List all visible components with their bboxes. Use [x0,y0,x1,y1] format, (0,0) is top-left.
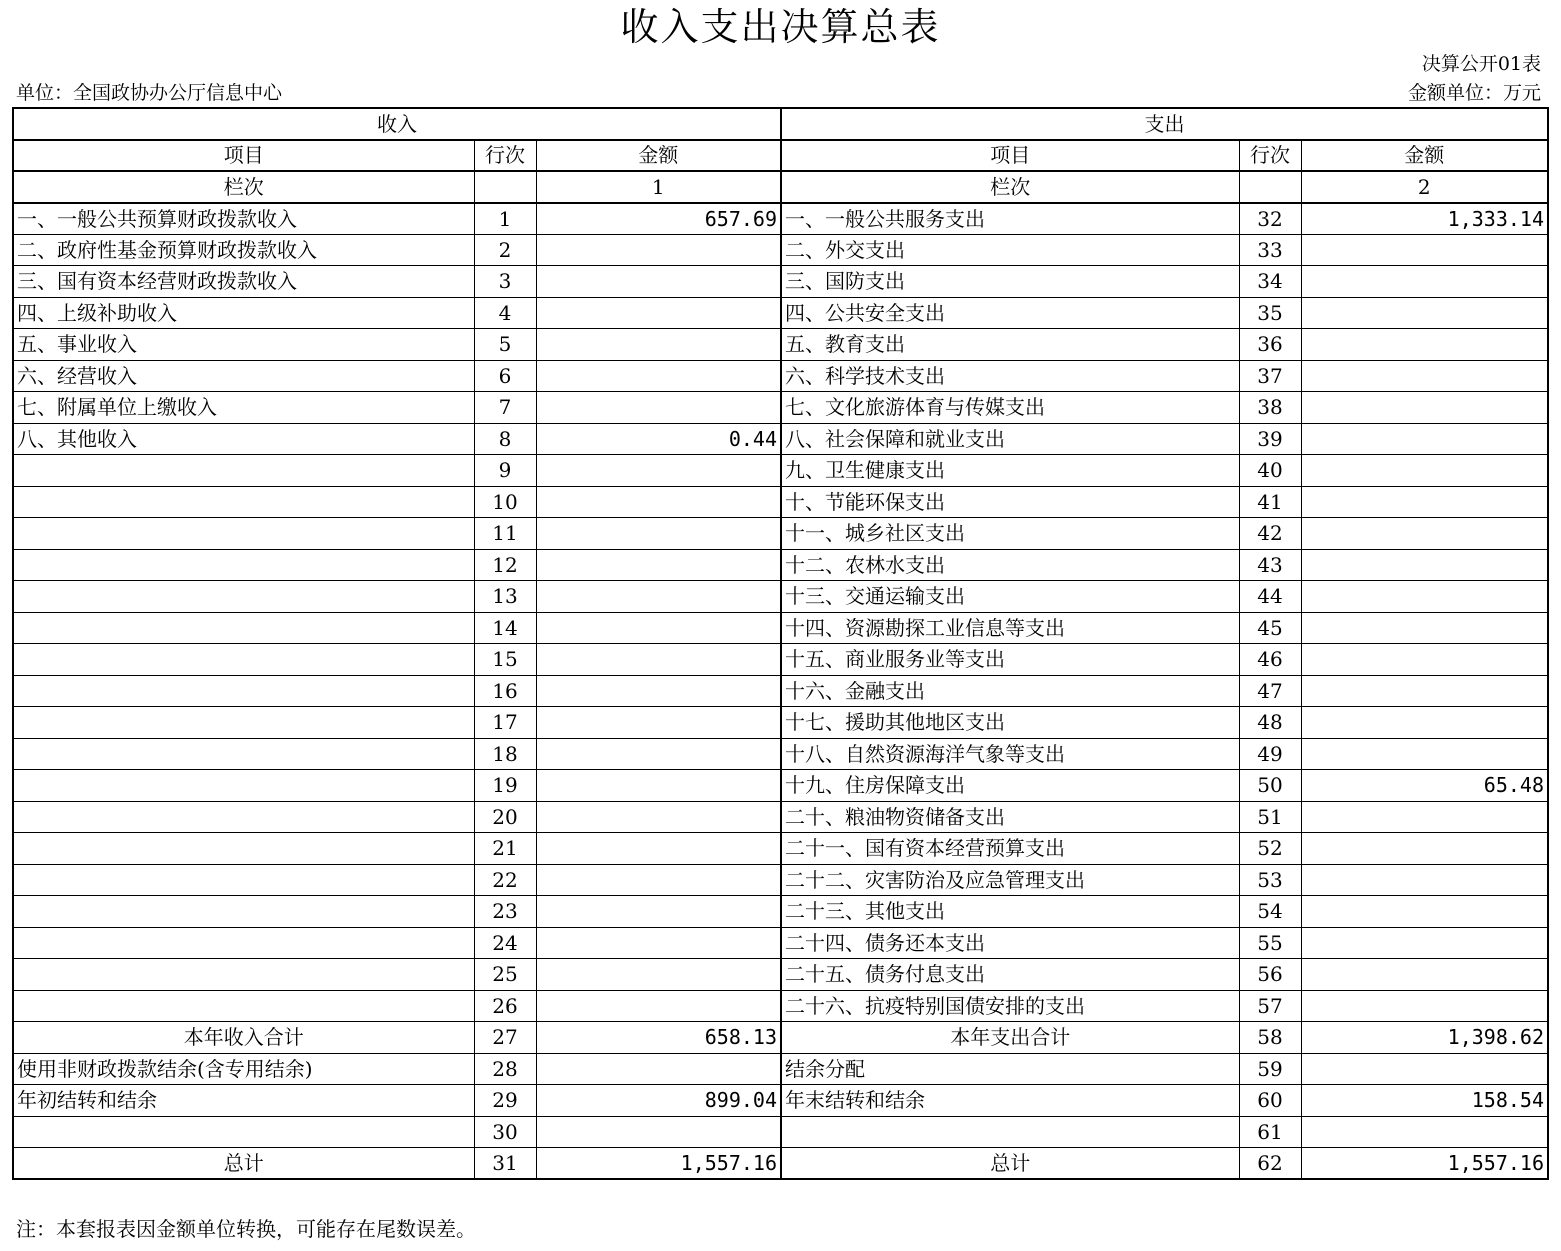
income-amount-cell [536,297,781,329]
income-row-no-cell: 24 [474,927,536,959]
income-amount-cell [536,266,781,298]
total-row [13,1022,1548,1054]
table-row [13,990,1548,1022]
income-item-cell [13,455,474,487]
income-row-no-header: 行次 [474,140,536,172]
income-row-no-cell: 21 [474,833,536,865]
table-row [13,644,1548,676]
footnote: 注：本套报表因金额单位转换，可能存在尾数误差。 [16,1217,476,1241]
total-row [13,1116,1548,1148]
income-item-cell: 六、经营收入 [13,360,474,392]
expense-amount-cell [1301,581,1548,613]
expense-amount-cell: 65.48 [1301,770,1548,802]
expense-amount-cell [1301,675,1548,707]
income-row-no-cell: 15 [474,644,536,676]
expense-item-cell: 十一、城乡社区支出 [781,518,1239,550]
expense-item-cell: 本年支出合计 [781,1022,1239,1054]
table-row [13,486,1548,518]
income-item-cell: 八、其他收入 [13,423,474,455]
expense-amount-cell [1301,833,1548,865]
income-item-cell: 三、国有资本经营财政拨款收入 [13,266,474,298]
expense-row-no-cell: 60 [1239,1085,1301,1117]
table-row [13,423,1548,455]
income-item-cell [13,518,474,550]
expense-amount-cell [1301,549,1548,581]
expense-column-label: 栏次 [781,171,1239,203]
expense-amount-cell [1301,738,1548,770]
expense-item-cell: 十、节能环保支出 [781,486,1239,518]
income-section-header: 收入 [13,108,781,140]
income-item-cell: 总计 [13,1148,474,1180]
income-column-label: 栏次 [13,171,474,203]
table-row [13,864,1548,896]
expense-item-cell: 结余分配 [781,1053,1239,1085]
total-row [13,1148,1548,1180]
income-amount-cell [536,675,781,707]
section-header-row [13,108,1548,140]
income-item-cell: 年初结转和结余 [13,1085,474,1117]
form-code: 决算公开01表 [1421,53,1541,75]
income-item-cell [13,864,474,896]
expense-row-no-cell: 38 [1239,392,1301,424]
table-row [13,927,1548,959]
income-column-blank [474,171,536,203]
income-row-no-cell: 18 [474,738,536,770]
expense-item-cell: 十五、商业服务业等支出 [781,644,1239,676]
expense-item-cell: 年末结转和结余 [781,1085,1239,1117]
expense-amount-cell [1301,392,1548,424]
expense-row-no-cell: 53 [1239,864,1301,896]
income-row-no-cell: 16 [474,675,536,707]
expense-column-blank [1239,171,1301,203]
expense-amount-cell [1301,518,1548,550]
table-row [13,234,1548,266]
income-amount-cell [536,360,781,392]
income-item-cell [13,927,474,959]
table-row [13,549,1548,581]
income-row-no-cell: 25 [474,959,536,991]
expense-amount-cell [1301,297,1548,329]
expense-item-cell: 十七、援助其他地区支出 [781,707,1239,739]
table-row [13,581,1548,613]
income-row-no-cell: 12 [474,549,536,581]
income-row-no-cell: 22 [474,864,536,896]
income-amount-cell: 899.04 [536,1085,781,1117]
expense-row-no-cell: 43 [1239,549,1301,581]
expense-item-cell: 二十六、抗疫特别国债安排的支出 [781,990,1239,1022]
income-item-cell [13,896,474,928]
amount-unit: 金额单位：万元 [1407,82,1541,104]
expense-row-no-cell: 52 [1239,833,1301,865]
table-row [13,518,1548,550]
income-item-cell: 五、事业收入 [13,329,474,361]
income-amount-cell [536,770,781,802]
expense-amount-cell [1301,266,1548,298]
income-column-number: 1 [536,171,781,203]
expense-item-cell: 十八、自然资源海洋气象等支出 [781,738,1239,770]
table-row [13,203,1548,235]
income-row-no-cell: 1 [474,203,536,235]
income-amount-cell [536,801,781,833]
expense-row-no-cell: 57 [1239,990,1301,1022]
income-row-no-cell: 9 [474,455,536,487]
organization-unit: 单位：全国政协办公厅信息中心 [16,82,283,104]
expense-amount-cell [1301,360,1548,392]
table-row [13,329,1548,361]
column-number-row [13,171,1548,203]
income-item-cell: 二、政府性基金预算财政拨款收入 [13,234,474,266]
expense-row-no-cell: 54 [1239,896,1301,928]
income-row-no-cell: 28 [474,1053,536,1085]
table-row [13,833,1548,865]
expense-item-cell: 六、科学技术支出 [781,360,1239,392]
expense-item-cell: 三、国防支出 [781,266,1239,298]
table-row [13,896,1548,928]
income-amount-cell [536,392,781,424]
income-amount-cell: 1,557.16 [536,1148,781,1180]
income-row-no-cell: 7 [474,392,536,424]
income-amount-cell [536,518,781,550]
expense-amount-cell [1301,959,1548,991]
income-row-no-cell: 31 [474,1148,536,1180]
expense-row-no-header: 行次 [1239,140,1301,172]
income-amount-cell [536,833,781,865]
income-row-no-cell: 20 [474,801,536,833]
income-amount-cell: 658.13 [536,1022,781,1054]
expense-item-cell: 二十三、其他支出 [781,896,1239,928]
expense-amount-cell [1301,486,1548,518]
expense-item-cell: 十六、金融支出 [781,675,1239,707]
income-item-header: 项目 [13,140,474,172]
column-header-row [13,140,1548,172]
table-row [13,707,1548,739]
income-row-no-cell: 2 [474,234,536,266]
income-row-no-cell: 13 [474,581,536,613]
income-item-cell [13,644,474,676]
income-item-cell [13,612,474,644]
expense-row-no-cell: 45 [1239,612,1301,644]
income-amount-cell: 0.44 [536,423,781,455]
expense-item-cell: 总计 [781,1148,1239,1180]
expense-amount-cell [1301,990,1548,1022]
expense-item-cell: 五、教育支出 [781,329,1239,361]
table-row [13,801,1548,833]
income-item-cell [13,738,474,770]
expense-row-no-cell: 33 [1239,234,1301,266]
expense-item-cell [781,1116,1239,1148]
expense-row-no-cell: 42 [1239,518,1301,550]
expense-amount-cell [1301,864,1548,896]
income-row-no-cell: 17 [474,707,536,739]
income-amount-cell [536,612,781,644]
table-row [13,675,1548,707]
income-item-cell: 四、上级补助收入 [13,297,474,329]
total-row [13,1085,1548,1117]
expense-amount-cell [1301,455,1548,487]
expense-row-no-cell: 39 [1239,423,1301,455]
expense-section-header: 支出 [781,108,1548,140]
expense-amount-cell [1301,927,1548,959]
income-amount-header: 金额 [536,140,781,172]
expense-item-cell: 十九、住房保障支出 [781,770,1239,802]
income-amount-cell [536,927,781,959]
expense-row-no-cell: 35 [1239,297,1301,329]
expense-item-cell: 九、卫生健康支出 [781,455,1239,487]
income-row-no-cell: 14 [474,612,536,644]
income-item-cell [13,990,474,1022]
expense-item-cell: 四、公共安全支出 [781,297,1239,329]
income-amount-cell [536,549,781,581]
income-amount-cell [536,581,781,613]
income-amount-cell [536,234,781,266]
table-row [13,612,1548,644]
expense-item-cell: 二十四、债务还本支出 [781,927,1239,959]
table-row [13,738,1548,770]
income-row-no-cell: 8 [474,423,536,455]
expense-amount-cell: 1,557.16 [1301,1148,1548,1180]
income-row-no-cell: 3 [474,266,536,298]
expense-item-header: 项目 [781,140,1239,172]
income-row-no-cell: 4 [474,297,536,329]
table-row [13,455,1548,487]
expense-amount-cell [1301,234,1548,266]
income-item-cell [13,675,474,707]
expense-row-no-cell: 56 [1239,959,1301,991]
income-item-cell: 使用非财政拨款结余(含专用结余) [13,1053,474,1085]
expense-amount-cell [1301,329,1548,361]
table-row [13,360,1548,392]
income-row-no-cell: 23 [474,896,536,928]
income-row-no-cell: 11 [474,518,536,550]
income-row-no-cell: 6 [474,360,536,392]
expense-item-cell: 十二、农林水支出 [781,549,1239,581]
income-amount-cell [536,707,781,739]
income-item-cell [13,486,474,518]
income-item-cell: 一、一般公共预算财政拨款收入 [13,203,474,235]
income-amount-cell [536,990,781,1022]
income-amount-cell [536,644,781,676]
expense-row-no-cell: 34 [1239,266,1301,298]
expense-row-no-cell: 47 [1239,675,1301,707]
income-amount-cell [536,1116,781,1148]
expense-row-no-cell: 32 [1239,203,1301,235]
income-amount-cell [536,1053,781,1085]
expense-row-no-cell: 46 [1239,644,1301,676]
income-item-cell [13,1116,474,1148]
table-row [13,770,1548,802]
expense-row-no-cell: 36 [1239,329,1301,361]
income-item-cell [13,707,474,739]
income-item-cell [13,770,474,802]
expense-item-cell: 十三、交通运输支出 [781,581,1239,613]
income-amount-cell [536,896,781,928]
expense-item-cell: 十四、资源勘探工业信息等支出 [781,612,1239,644]
expense-amount-cell [1301,1053,1548,1085]
expense-row-no-cell: 62 [1239,1148,1301,1180]
income-row-no-cell: 30 [474,1116,536,1148]
expense-amount-cell [1301,423,1548,455]
income-amount-cell [536,959,781,991]
income-item-cell: 本年收入合计 [13,1022,474,1054]
expense-item-cell: 二、外交支出 [781,234,1239,266]
expense-amount-cell: 1,398.62 [1301,1022,1548,1054]
table-row [13,266,1548,298]
income-item-cell [13,959,474,991]
expense-row-no-cell: 58 [1239,1022,1301,1054]
income-row-no-cell: 27 [474,1022,536,1054]
income-item-cell: 七、附属单位上缴收入 [13,392,474,424]
income-row-no-cell: 5 [474,329,536,361]
expense-row-no-cell: 48 [1239,707,1301,739]
income-row-no-cell: 26 [474,990,536,1022]
expense-row-no-cell: 40 [1239,455,1301,487]
expense-item-cell: 一、一般公共服务支出 [781,203,1239,235]
income-item-cell [13,833,474,865]
expense-amount-cell [1301,707,1548,739]
expense-item-cell: 二十五、债务付息支出 [781,959,1239,991]
income-amount-cell: 657.69 [536,203,781,235]
expense-amount-cell [1301,612,1548,644]
expense-amount-header: 金额 [1301,140,1548,172]
expense-amount-cell [1301,644,1548,676]
expense-column-number: 2 [1301,171,1548,203]
income-row-no-cell: 29 [474,1085,536,1117]
income-amount-cell [536,455,781,487]
expense-item-cell: 七、文化旅游体育与传媒支出 [781,392,1239,424]
expense-item-cell: 二十、粮油物资储备支出 [781,801,1239,833]
expense-amount-cell [1301,1116,1548,1148]
table-row [13,959,1548,991]
expense-amount-cell [1301,896,1548,928]
expense-row-no-cell: 50 [1239,770,1301,802]
income-item-cell [13,549,474,581]
expense-amount-cell: 1,333.14 [1301,203,1548,235]
income-amount-cell [536,329,781,361]
income-expense-table [12,107,1549,1180]
expense-row-no-cell: 37 [1239,360,1301,392]
income-row-no-cell: 10 [474,486,536,518]
expense-row-no-cell: 49 [1239,738,1301,770]
total-row [13,1053,1548,1085]
report-title: 收入支出决算总表 [620,5,941,49]
income-amount-cell [536,486,781,518]
expense-item-cell: 二十一、国有资本经营预算支出 [781,833,1239,865]
income-amount-cell [536,864,781,896]
expense-item-cell: 二十二、灾害防治及应急管理支出 [781,864,1239,896]
income-row-no-cell: 19 [474,770,536,802]
expense-amount-cell: 158.54 [1301,1085,1548,1117]
income-item-cell [13,581,474,613]
expense-row-no-cell: 55 [1239,927,1301,959]
expense-row-no-cell: 41 [1239,486,1301,518]
table-row [13,392,1548,424]
expense-row-no-cell: 44 [1239,581,1301,613]
expense-row-no-cell: 59 [1239,1053,1301,1085]
expense-item-cell: 八、社会保障和就业支出 [781,423,1239,455]
income-amount-cell [536,738,781,770]
expense-row-no-cell: 51 [1239,801,1301,833]
expense-row-no-cell: 61 [1239,1116,1301,1148]
table-row [13,297,1548,329]
income-item-cell [13,801,474,833]
expense-amount-cell [1301,801,1548,833]
